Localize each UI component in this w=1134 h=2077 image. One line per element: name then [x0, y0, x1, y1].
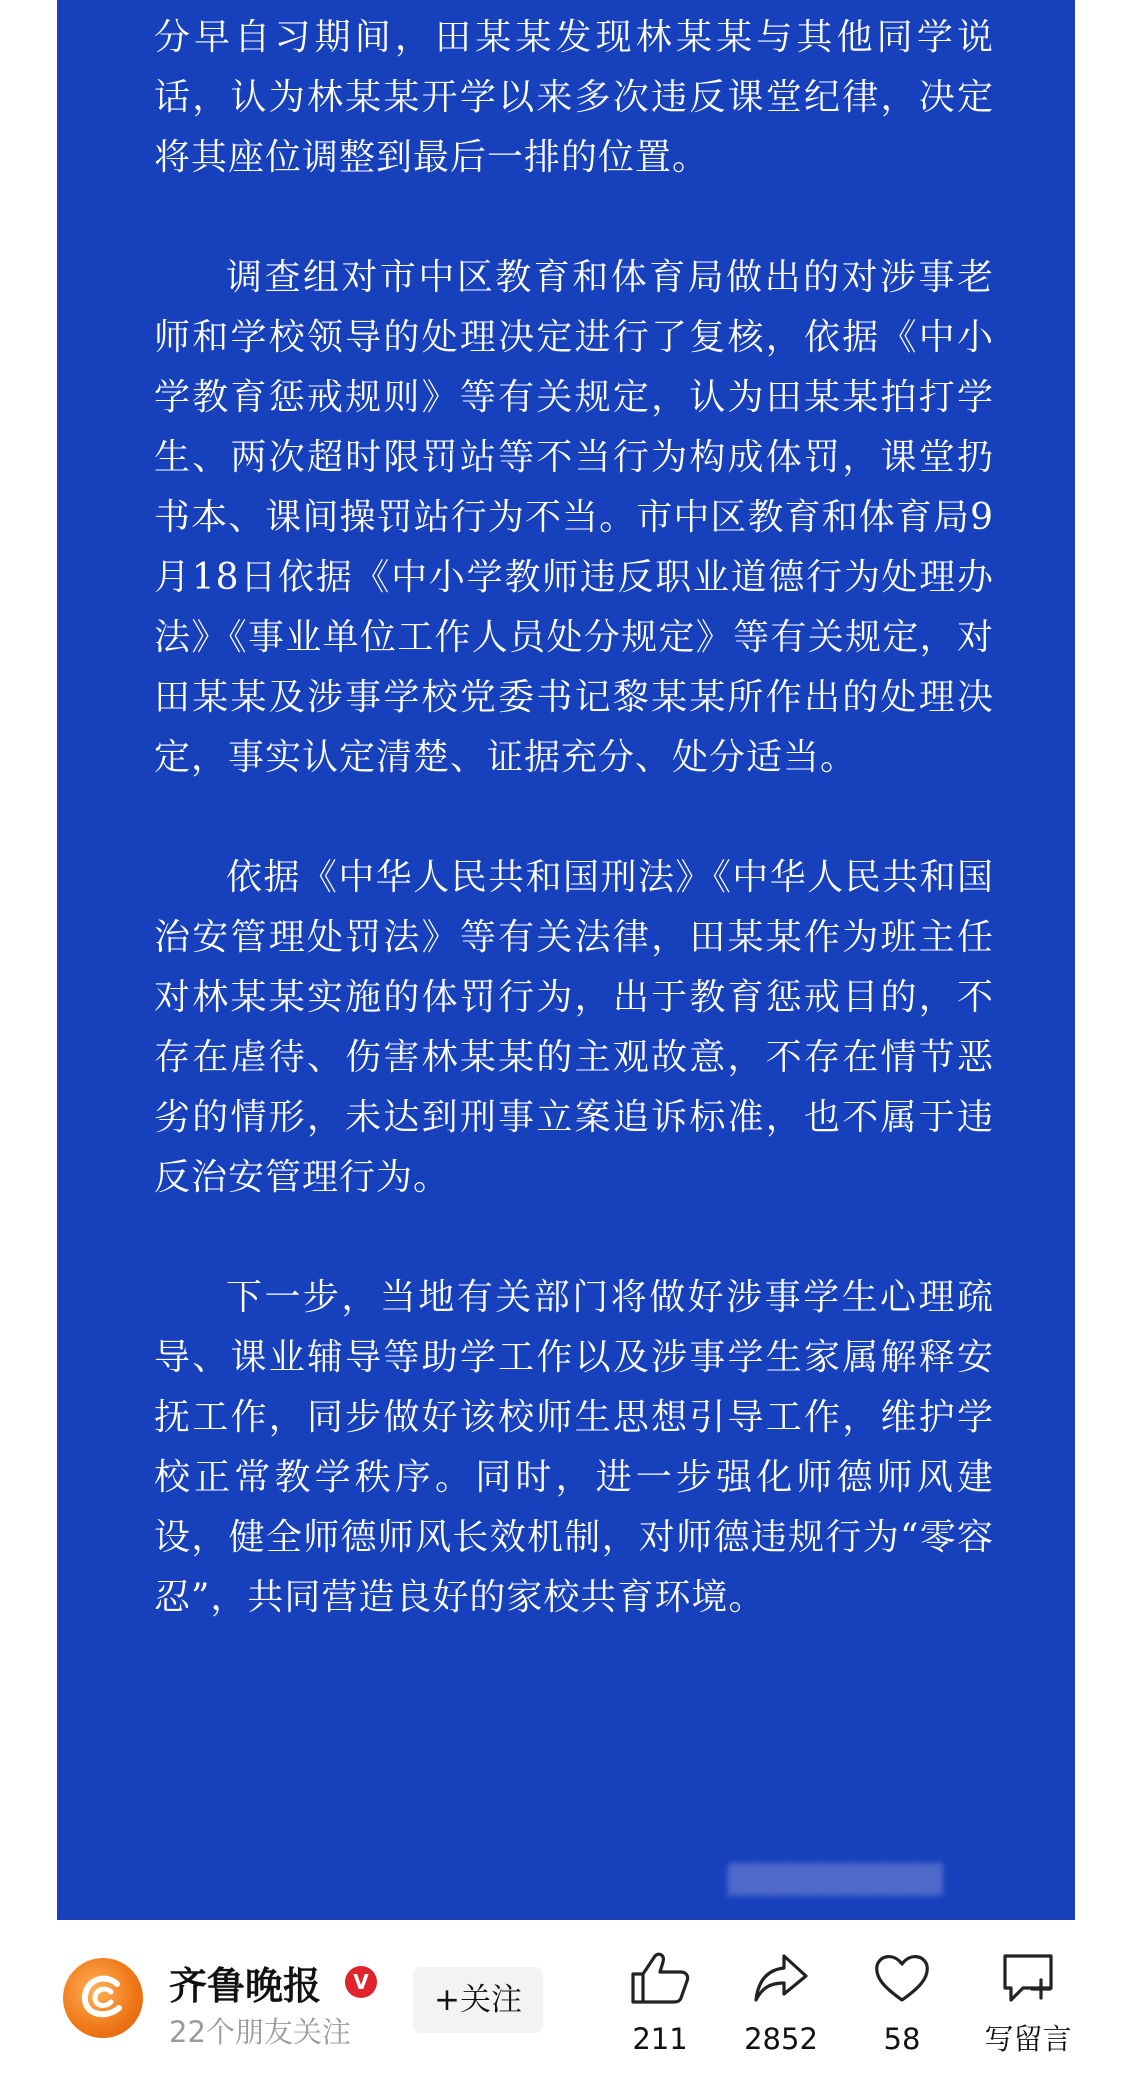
- paragraph-4: 下一步，当地有关部门将做好涉事学生心理疏导、课业辅导等助学工作以及涉事学生家属解释安抚工作，同步做好该校师生思想引导工作，维护学校正常教学秩序。同时，进一步强化师德师风建设，健全师德师风长效机制，对师德违规行为“零容忍”，共同营造良好的家校共育环境。: [154, 1277, 994, 1618]
- paragraph-3: 依据《中华人民共和国刑法》《中华人民共和国治安管理处罚法》等有关法律，田某某作为班主任对林某某实施的体罚行为，出于教育惩戒目的，不存在虐待、伤害林某某的主观故意，不存在情节恶劣的情形，未达到刑事立案追诉标准，也不属于违反治安管理行为。: [154, 857, 994, 1198]
- follow-button[interactable]: +关注: [413, 1967, 543, 2033]
- share-arrow-icon: [750, 1950, 812, 2006]
- comment-label: 写留言: [984, 2022, 1072, 2056]
- blurred-watermark: ▓▓▓▓▓▓▓▓▓▓: [727, 1863, 943, 1896]
- like-button[interactable]: [605, 1950, 715, 2056]
- heart-icon: [871, 1950, 933, 2006]
- paragraph-1: 分早自习期间，田某某发现林某某与其他同学说话，认为林某某开学以来多次违反课堂纪律，决定将其座位调整到最后一排的位置。: [154, 17, 994, 178]
- thumbs-up-icon: [629, 1950, 691, 2006]
- share-count: 2852: [744, 2022, 818, 2056]
- article-text: [154, 8, 994, 1628]
- share-button[interactable]: [726, 1950, 836, 2056]
- paragraph-2: 调查组对市中区教育和体育局做出的对涉事老师和学校领导的处理决定进行了复核，依据《中小学教育惩戒规则》等有关规定，认为田某某拍打学生、两次超时限罚站等不当行为构成体罚，课堂扔书本、课间操罚站行为不当。市中区教育和体育局9月18日依据《中小学教师违反职业道德行为处理办法》《事业单位工作人员处分规定》等有关规定，对田某某及涉事学校党委书记黎某某所作出的处理决定，事实认定清楚、证据充分、处分适当。: [154, 257, 994, 778]
- favorite-button[interactable]: [847, 1950, 957, 2056]
- author-name[interactable]: 齐鲁晚报: [169, 1964, 322, 2008]
- author-avatar[interactable]: [63, 1958, 143, 2038]
- article-image: [57, 0, 1075, 1920]
- comment-button[interactable]: [968, 1950, 1088, 2056]
- like-count: 211: [632, 2022, 688, 2056]
- favorite-count: 58: [883, 2022, 921, 2056]
- avatar-logo-icon: [63, 1958, 143, 2038]
- verified-badge-icon: V: [345, 1966, 377, 1998]
- comment-plus-icon: [997, 1950, 1059, 2006]
- friends-following-count: 22个朋友关注: [169, 2015, 351, 2049]
